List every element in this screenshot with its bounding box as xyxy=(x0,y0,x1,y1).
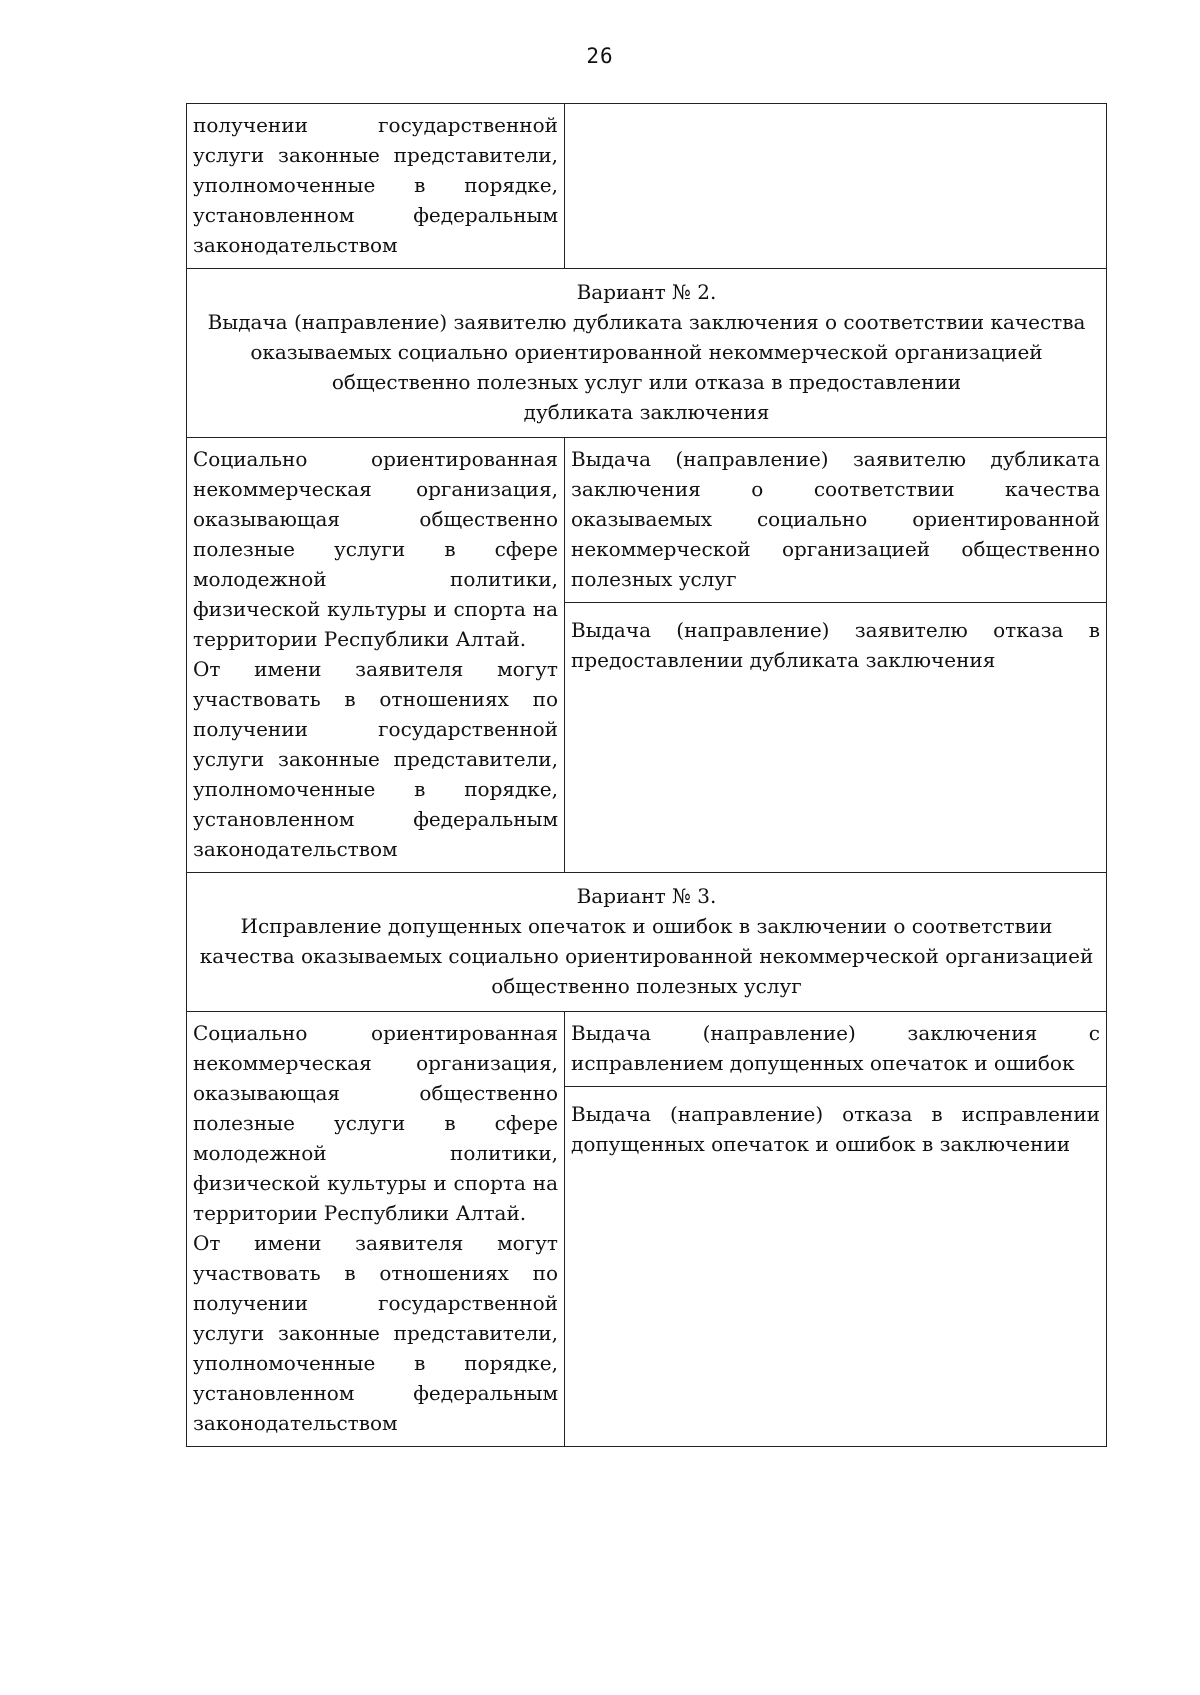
result-positive: Выдача (направление) заявителю дубликата заключения о соответствии качества оказываемых социально ориентированной некоммерческой организацией общественно полезных услуг xyxy=(571,447,1100,591)
result-refusal: Выдача (направление) заявителю отказа в предоставлении дубликата заключения xyxy=(565,602,1106,683)
representatives-note: От имени заявителя могут участвовать в отношениях по получении государственной услуги законные представители, уполномоченные в порядке, установленном федеральным законодательством xyxy=(193,1231,558,1435)
variant-heading-row xyxy=(187,269,1107,438)
services-table xyxy=(186,103,1107,1447)
variant-2-heading xyxy=(187,269,1107,438)
applicant-cell xyxy=(187,104,565,269)
variant-2-title: Вариант № 2. xyxy=(576,280,717,304)
variant-3-line: общественно полезных услуг xyxy=(491,974,802,998)
page-number: 26 xyxy=(586,44,614,68)
variant-2-line: оказываемых социально ориентированной некоммерческой организацией xyxy=(250,340,1043,364)
representatives-note: От имени заявителя могут участвовать в отношениях по получении государственной услуги законные представители, уполномоченные в порядке, установленном федеральным законодательством xyxy=(193,657,558,861)
table-row xyxy=(187,438,1107,873)
variant-3-line: Исправление допущенных опечаток и ошибок в заключении о соответствии xyxy=(240,914,1053,938)
variant-2-line: Выдача (направление) заявителю дубликата заключения о соответствии качества xyxy=(207,310,1086,334)
variant-3-title: Вариант № 3. xyxy=(576,884,717,908)
result-positive: Выдача (направление) заключения с исправлением допущенных опечаток и ошибок xyxy=(571,1021,1100,1075)
result-cell-empty xyxy=(565,104,1107,269)
table-row xyxy=(187,1012,1107,1447)
results-cell xyxy=(565,438,1107,873)
applicant-description: Социально ориентированная некоммерческая организация, оказывающая общественно полезные услуги в сфере молодежной политики, физической культуры и спорта на территории Республики Алтай. xyxy=(193,1021,558,1225)
results-cell xyxy=(565,1012,1107,1447)
variant-2-line: дубликата заключения xyxy=(523,400,770,424)
result-refusal: Выдача (направление) отказа в исправлении допущенных опечаток и ошибок в заключении xyxy=(565,1086,1106,1167)
applicant-cell xyxy=(187,1012,565,1447)
applicant-cell xyxy=(187,438,565,873)
applicant-description: Социально ориентированная некоммерческая организация, оказывающая общественно полезные услуги в сфере молодежной политики, физической культуры и спорта на территории Республики Алтай. xyxy=(193,447,558,651)
variant-2-line: общественно полезных услуг или отказа в предоставлении xyxy=(331,370,962,394)
variant-3-heading xyxy=(187,873,1107,1012)
applicant-text: получении государственной услуги законные представители, уполномоченные в порядке, установленном федеральным законодательством xyxy=(193,113,558,257)
table-row xyxy=(187,104,1107,269)
variant-heading-row xyxy=(187,873,1107,1012)
variant-3-line: качества оказываемых социально ориентированной некоммерческой организацией xyxy=(199,944,1094,968)
